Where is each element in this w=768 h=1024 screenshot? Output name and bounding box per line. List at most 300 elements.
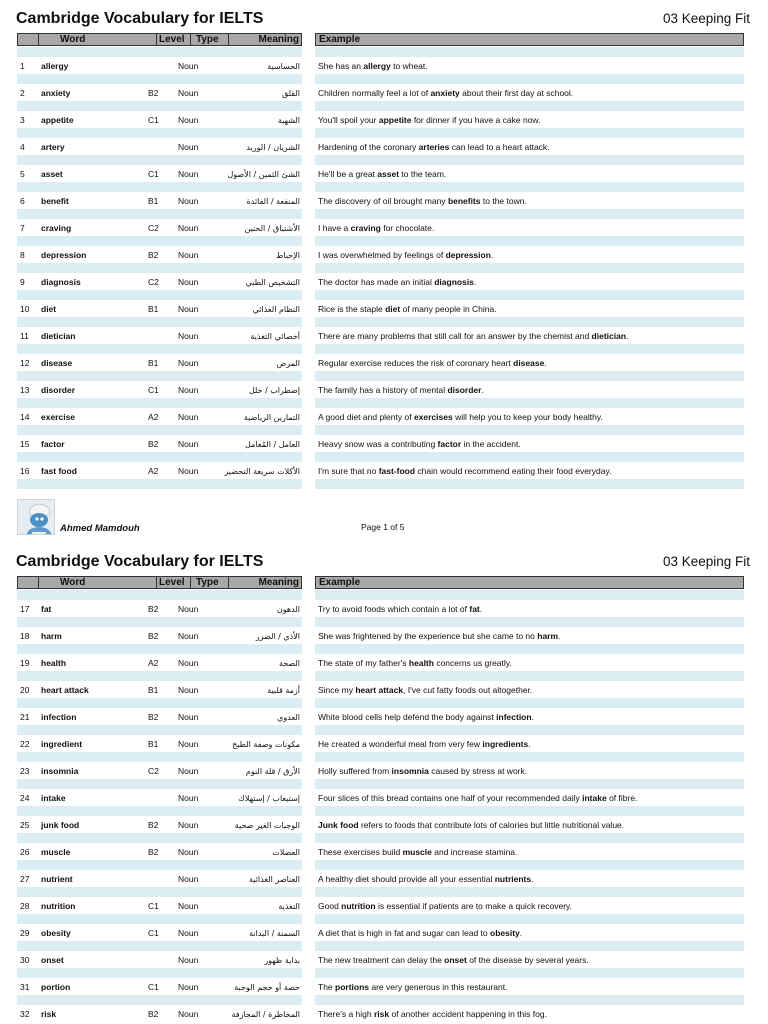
entry-level: B1 [148, 739, 159, 749]
example-text: . [531, 712, 534, 722]
entry-number: 1 [20, 61, 25, 71]
entry-level: C1 [148, 169, 159, 179]
entry-number: 10 [20, 304, 30, 314]
entry-example [318, 250, 493, 261]
section-title: 03 Keeping Fit [662, 554, 750, 569]
table-row [0, 452, 768, 479]
entry-level: B2 [148, 847, 159, 857]
entry-number: 4 [20, 142, 25, 152]
entry-number: 2 [20, 88, 25, 98]
example-text: White blood cells help defend the body against [318, 712, 497, 722]
example-keyword: diet [385, 304, 401, 314]
entry-number: 26 [20, 847, 30, 857]
entry-word: portion [41, 982, 71, 992]
entry-meaning: العناصر الغذائية [249, 875, 300, 884]
entry-example [318, 304, 497, 315]
table-row [0, 725, 768, 752]
row-band [315, 452, 744, 462]
row-band [17, 209, 302, 219]
entry-type: Noun [178, 901, 199, 911]
example-text: for dinner if you have a cake now. [411, 115, 541, 125]
entry-number: 15 [20, 439, 30, 449]
example-keyword: obesity [490, 928, 520, 938]
entry-level: C1 [148, 385, 159, 395]
entry-meaning: الوجبات الغير صحية [234, 821, 300, 830]
entry-type: Noun [178, 115, 199, 125]
entry-number: 30 [20, 955, 30, 965]
entry-meaning: أخصائي التغذية [250, 332, 300, 341]
entry-number: 6 [20, 196, 25, 206]
entry-meaning: التغذية [278, 902, 300, 911]
example-text: . [528, 739, 531, 749]
entry-number: 21 [20, 712, 30, 722]
entry-type: Noun [178, 196, 199, 206]
entry-number: 28 [20, 901, 30, 911]
example-text: The [318, 982, 336, 992]
table-row [0, 968, 768, 995]
entry-meaning: الأرق / قلة النوم [245, 767, 300, 776]
entry-example [318, 982, 507, 993]
entry-example [318, 466, 611, 477]
entry-example [318, 1009, 547, 1020]
entry-type: Noun [178, 358, 199, 368]
row-band [315, 968, 744, 978]
row-band [315, 860, 744, 870]
row-band [17, 479, 302, 489]
entry-type: Noun [178, 766, 199, 776]
table-header [17, 576, 302, 589]
example-keyword: dietician [591, 331, 627, 341]
example-keyword: exercises [413, 412, 453, 422]
row-band [315, 479, 744, 489]
entry-type: Noun [178, 304, 199, 314]
table-row [0, 698, 768, 725]
row-band [315, 698, 744, 708]
example-text: are very generous in this restaurant. [369, 982, 508, 992]
header-word: Word [39, 34, 157, 45]
example-text: about their first day at school. [459, 88, 574, 98]
row-band [315, 752, 744, 762]
row-band [17, 941, 302, 951]
entry-level: B2 [148, 88, 159, 98]
entry-type: Noun [178, 250, 199, 260]
example-text: Since my [318, 685, 356, 695]
entry-level: B1 [148, 304, 159, 314]
example-text: to the town. [480, 196, 527, 206]
header-level: Level [157, 577, 191, 588]
entry-meaning: النظام الغذائي [252, 305, 300, 314]
example-header [315, 33, 744, 46]
example-text: chain would recommend eating their food everyday. [415, 466, 612, 476]
row-band [315, 344, 744, 354]
example-text: There are many problems that still call for an answer by the chemist and [318, 331, 592, 341]
example-text: You'll spoil your [318, 115, 379, 125]
example-text: of fibre. [606, 793, 638, 803]
example-keyword: allergy [363, 61, 391, 71]
entry-level: B2 [148, 1009, 159, 1019]
entry-word: infection [41, 712, 77, 722]
entry-example [318, 766, 527, 777]
entry-word: factor [41, 439, 65, 449]
entry-type: Noun [178, 874, 199, 884]
entry-number: 25 [20, 820, 30, 830]
entry-meaning: بداية ظهور [264, 956, 300, 965]
entry-level: B2 [148, 712, 159, 722]
entry-type: Noun [178, 658, 199, 668]
entry-example [318, 874, 533, 885]
entry-word: diet [41, 304, 57, 314]
entry-level: C1 [148, 115, 159, 125]
entry-meaning: القلق [281, 89, 300, 98]
entry-number: 31 [20, 982, 30, 992]
table-row [0, 995, 768, 1022]
row-band [17, 698, 302, 708]
entry-type: Noun [178, 331, 199, 341]
entry-type: Noun [178, 685, 199, 695]
row-band [17, 236, 302, 246]
entry-example [318, 142, 550, 153]
entry-word: craving [41, 223, 72, 233]
entry-meaning: الدهون [276, 605, 300, 614]
example-text: of many people in China. [400, 304, 497, 314]
row-band [315, 101, 744, 111]
entry-example [318, 847, 517, 858]
row-band [315, 155, 744, 165]
entry-meaning: الأكلات سريعة التحضير [224, 467, 300, 476]
row-band [17, 671, 302, 681]
row-band [315, 371, 744, 381]
entry-example [318, 196, 527, 207]
entry-word: ingredient [41, 739, 83, 749]
row-band [315, 209, 744, 219]
entry-number: 12 [20, 358, 30, 368]
example-text: . [531, 874, 534, 884]
example-keyword: benefits [447, 196, 481, 206]
header-meaning: Meaning [258, 577, 299, 588]
document-title: Cambridge Vocabulary for IELTS [16, 553, 264, 570]
example-text: . [558, 631, 561, 641]
entry-word: nutrient [41, 874, 73, 884]
row-band [315, 74, 744, 84]
row-band [17, 182, 302, 192]
row-band [17, 101, 302, 111]
smurf-avatar-icon [18, 500, 55, 535]
example-text: for chocolate. [380, 223, 435, 233]
table-row [0, 209, 768, 236]
entry-example [318, 61, 428, 72]
entry-number: 13 [20, 385, 30, 395]
table-row [0, 644, 768, 671]
row-band [315, 236, 744, 246]
example-text: There's a high [318, 1009, 374, 1019]
entry-type: Noun [178, 820, 199, 830]
row-band [17, 47, 302, 57]
entry-type: Noun [178, 1009, 199, 1019]
entry-type: Noun [178, 169, 199, 179]
example-text: A good diet and plenty of [318, 412, 414, 422]
example-text: Rice is the staple [318, 304, 386, 314]
entry-type: Noun [178, 466, 199, 476]
example-keyword: ingredients [482, 739, 529, 749]
entry-meaning: الإحباط [276, 251, 300, 260]
entry-word: health [41, 658, 67, 668]
example-text: of the disease by several years. [466, 955, 589, 965]
entry-example [318, 631, 560, 642]
entry-example [318, 358, 547, 369]
entry-type: Noun [178, 847, 199, 857]
example-text: The doctor has made an initial [318, 277, 435, 287]
entry-type: Noun [178, 277, 199, 287]
entry-example [318, 901, 572, 912]
table-row [0, 617, 768, 644]
example-keyword: depression [445, 250, 491, 260]
table-row [0, 290, 768, 317]
example-header [315, 576, 744, 589]
entry-number: 16 [20, 466, 30, 476]
entry-number: 23 [20, 766, 30, 776]
entry-meaning: إستيعاب / إستهلاك [238, 794, 300, 803]
entry-type: Noun [178, 739, 199, 749]
table-row [0, 236, 768, 263]
example-text: concerns us greatly. [433, 658, 512, 668]
entry-number: 24 [20, 793, 30, 803]
vocabulary-rows [0, 47, 768, 479]
row-band [315, 425, 744, 435]
entry-level: B2 [148, 604, 159, 614]
entry-number: 29 [20, 928, 30, 938]
entry-level: C2 [148, 277, 159, 287]
entry-meaning: الصحة [278, 659, 300, 668]
row-band [315, 671, 744, 681]
entry-word: insomnia [41, 766, 79, 776]
entry-meaning: الشريان / الوريد [246, 143, 300, 152]
entry-meaning: حصة أو حجم الوجبة [234, 983, 300, 992]
row-band [315, 779, 744, 789]
entry-word: harm [41, 631, 62, 641]
example-text: to the team. [399, 169, 447, 179]
entry-example [318, 169, 446, 180]
example-text: Holly suffered from [318, 766, 392, 776]
entry-type: Noun [178, 793, 199, 803]
row-band [17, 425, 302, 435]
entry-type: Noun [178, 712, 199, 722]
entry-meaning: مكونات وصفة الطبخ [232, 740, 300, 749]
entry-type: Noun [178, 385, 199, 395]
entry-level: B2 [148, 250, 159, 260]
entry-number: 27 [20, 874, 30, 884]
header-example: Example [319, 577, 361, 588]
row-band [315, 644, 744, 654]
row-band [315, 806, 744, 816]
example-text: She has an [318, 61, 364, 71]
entry-meaning: المرض [276, 359, 300, 368]
table-row [0, 344, 768, 371]
entry-word: exercise [41, 412, 76, 422]
entry-meaning: الأشتياق / الحنين [244, 224, 300, 233]
example-keyword: Junk food [318, 820, 359, 830]
entry-level: A2 [148, 466, 159, 476]
table-row [0, 128, 768, 155]
entry-type: Noun [178, 439, 199, 449]
table-row [0, 833, 768, 860]
entry-word: onset [41, 955, 64, 965]
entry-meaning: العامل / المُعامل [244, 440, 300, 449]
table-row [0, 182, 768, 209]
example-keyword: anxiety [430, 88, 460, 98]
example-text: The new treatment can delay the [318, 955, 445, 965]
table-row [0, 398, 768, 425]
entry-level: A2 [148, 412, 159, 422]
entry-type: Noun [178, 412, 199, 422]
row-band [17, 725, 302, 735]
row-band [17, 452, 302, 462]
example-text: to wheat. [390, 61, 428, 71]
example-keyword: disease [513, 358, 545, 368]
entry-level: B2 [148, 439, 159, 449]
entry-type: Noun [178, 88, 199, 98]
author-avatar [17, 499, 55, 535]
row-band [17, 887, 302, 897]
entry-word: intake [41, 793, 66, 803]
row-band [17, 317, 302, 327]
row-band [17, 968, 302, 978]
row-band [315, 995, 744, 1005]
entry-level: B2 [148, 631, 159, 641]
example-keyword: fast-food [378, 466, 416, 476]
table-row [0, 155, 768, 182]
row-band [17, 644, 302, 654]
entry-meaning: الشهية [277, 116, 300, 125]
table-row [0, 590, 768, 617]
table-row [0, 887, 768, 914]
document-title: Cambridge Vocabulary for IELTS [16, 10, 264, 27]
entry-number: 9 [20, 277, 25, 287]
entry-number: 14 [20, 412, 30, 422]
author-name: Ahmed Mamdouh [60, 523, 140, 534]
entry-type: Noun [178, 142, 199, 152]
table-row [0, 425, 768, 452]
table-row [0, 371, 768, 398]
row-band [17, 371, 302, 381]
entry-example [318, 412, 603, 423]
entry-word: disease [41, 358, 73, 368]
row-band [17, 860, 302, 870]
row-band [17, 833, 302, 843]
example-keyword: disorder [447, 385, 482, 395]
table-row [0, 941, 768, 968]
entry-word: benefit [41, 196, 69, 206]
entry-word: junk food [41, 820, 80, 830]
entry-example [318, 739, 531, 750]
entry-number: 11 [20, 331, 29, 341]
entry-meaning: العدوي [277, 713, 300, 722]
row-band [315, 725, 744, 735]
entry-example [318, 439, 521, 450]
entry-meaning: المنفعة / الفائدة [246, 197, 300, 206]
example-keyword: health [408, 658, 434, 668]
table-row [0, 806, 768, 833]
example-keyword: arteries [418, 142, 450, 152]
example-keyword: muscle [402, 847, 432, 857]
entry-word: depression [41, 250, 87, 260]
entry-type: Noun [178, 982, 199, 992]
row-band [315, 914, 744, 924]
example-text: , I've cut fatty foods out altogether. [403, 685, 533, 695]
entry-example [318, 115, 540, 126]
table-row [0, 47, 768, 74]
entry-word: risk [41, 1009, 57, 1019]
example-text: He'll be a great [318, 169, 378, 179]
entry-number: 3 [20, 115, 25, 125]
page-number: Page 1 of 5 [361, 522, 405, 532]
row-band [17, 290, 302, 300]
entry-example [318, 604, 482, 615]
example-keyword: appetite [378, 115, 412, 125]
row-band [315, 182, 744, 192]
row-band [17, 806, 302, 816]
entry-word: dietician [41, 331, 76, 341]
entry-example [318, 793, 637, 804]
entry-type: Noun [178, 631, 199, 641]
example-keyword: heart attack [355, 685, 404, 695]
entry-word: obesity [41, 928, 71, 938]
entry-example [318, 928, 522, 939]
example-text: I was overwhelmed by feelings of [318, 250, 446, 260]
entry-example [318, 712, 534, 723]
row-band [315, 263, 744, 273]
example-text: . [626, 331, 629, 341]
example-keyword: diagnosis [434, 277, 474, 287]
entry-meaning: التمارين الرياضية [243, 413, 300, 422]
example-keyword: portions [335, 982, 370, 992]
page-footer [0, 495, 768, 535]
entry-word: asset [41, 169, 63, 179]
row-band [17, 995, 302, 1005]
entry-type: Noun [178, 604, 199, 614]
entry-word: nutrition [41, 901, 76, 911]
row-band [17, 74, 302, 84]
entry-number: 5 [20, 169, 25, 179]
example-text: . [544, 358, 547, 368]
entry-number: 7 [20, 223, 25, 233]
example-text: Heavy snow was a contributing [318, 439, 438, 449]
example-keyword: insomnia [391, 766, 429, 776]
entry-meaning: أزمة قلبية [267, 686, 300, 695]
entry-example [318, 88, 573, 99]
header-example: Example [319, 34, 361, 45]
entry-meaning: السمنة / البدانة [249, 929, 300, 938]
table-row [0, 779, 768, 806]
row-band [315, 617, 744, 627]
example-text: A diet that is high in fat and sugar can lead to [318, 928, 491, 938]
entry-number: 17 [20, 604, 30, 614]
row-band [17, 590, 302, 600]
entry-meaning: التشخيص الطبي [245, 278, 300, 287]
header-level: Level [157, 34, 191, 45]
example-text: . [519, 928, 523, 938]
entry-level: B2 [148, 820, 159, 830]
header-type: Type [191, 577, 229, 588]
row-band [17, 155, 302, 165]
example-text: A healthy diet should provide all your essential [318, 874, 495, 884]
header-number [18, 577, 39, 588]
entry-word: diagnosis [41, 277, 81, 287]
entry-number: 19 [20, 658, 30, 668]
example-text: Hardening of the coronary [318, 142, 419, 152]
entry-word: muscle [41, 847, 71, 857]
row-band [17, 752, 302, 762]
table-row [0, 74, 768, 101]
